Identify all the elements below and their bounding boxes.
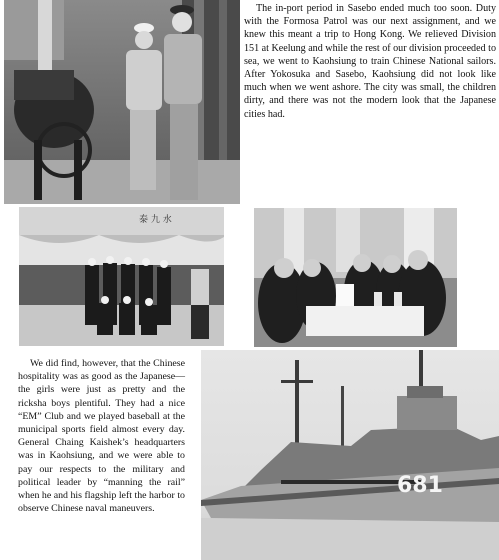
- photo-officer-and-sailor-graphic: [4, 0, 240, 204]
- paragraph-top-text: The in-port period in Sasebo ended much too soon. Duty with the Formosa Patrol was our next assignment, and we knew this meant a trip to Hong Kong. We relieved Division 151 at Keelung and while the rest of our division proceeded to sea, we went to Kaohsiung to train Chinese National sailors. After Yokosuka and Sasebo, Kaohsiung did not look like much when we went ashore. The city was small, the children dirty, and there was not the modern look that the Japanese cities had.: [244, 3, 496, 120]
- photo-sailors-table-graphic: [254, 208, 457, 347]
- photo-sailors-at-table: [254, 208, 457, 347]
- paragraph-bottom-text: We did find, however, that the Chinese hospitality was as good as the Japanese—the girls were just as pretty and the ricksha boys plentiful. They had a nice “EM” Club and we played baseball at the municipal sports field almost every day. General Chaing Kaishek’s headquarters was in Kaohsiung, and we were able to pay our respects to the military and political leader by “manning the rail” when he and his flagship left the harbor to observe Chinese naval maneuvers.: [18, 358, 185, 515]
- photo-destroyer-681: [201, 350, 499, 560]
- ship-hull-number: 681: [397, 473, 443, 498]
- storefront-sign-text: 泰 九 水: [139, 215, 172, 225]
- photo-sailors-at-storefront: [19, 207, 224, 346]
- paragraph-bottom: [18, 357, 185, 515]
- photo-officer-and-sailor-with-ricksha: [4, 0, 240, 204]
- photo-sailors-storefront-graphic: [19, 207, 224, 346]
- photo-destroyer-graphic: [201, 350, 499, 560]
- paragraph-top: [244, 2, 496, 121]
